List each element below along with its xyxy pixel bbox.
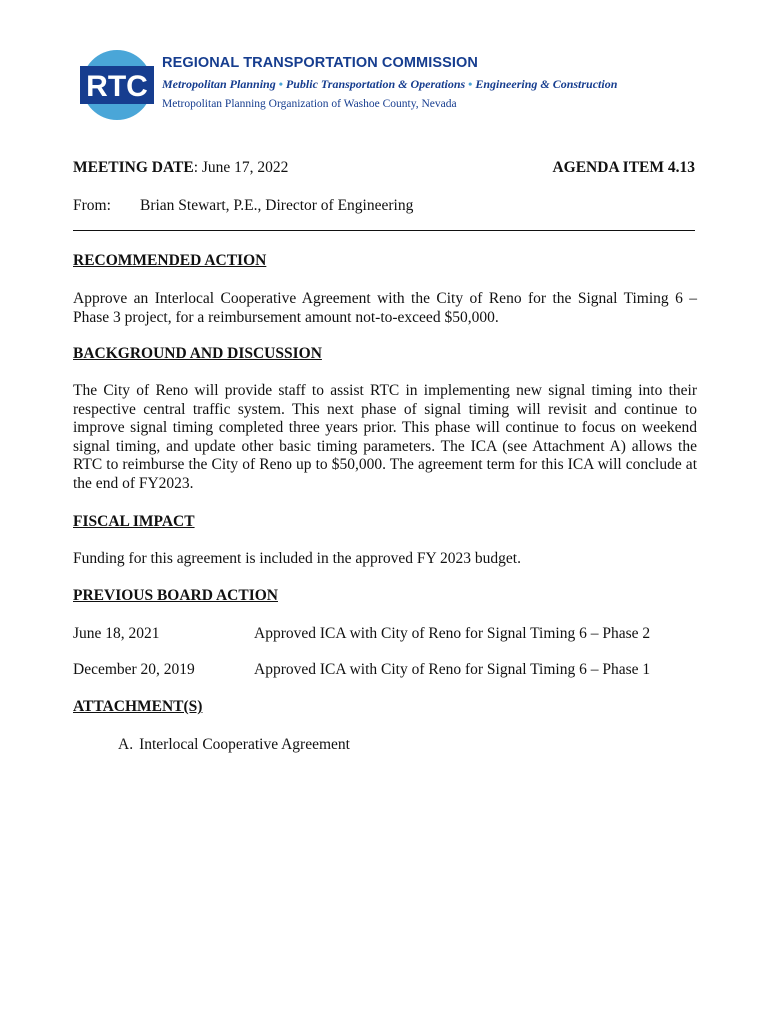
divider-bullet: •	[278, 77, 283, 91]
heading-recommended-action: RECOMMENDED ACTION	[73, 252, 267, 269]
heading-background: BACKGROUND AND DISCUSSION	[73, 345, 322, 362]
division-engineering: Engineering & Construction	[475, 77, 618, 91]
from-label: From:	[73, 197, 111, 214]
board-action-row	[73, 625, 651, 643]
recommended-action-body: Approve an Interlocal Cooperative Agreement with the City of Reno for the Signal Timing 6 – Phase 3 project, for a reimbursement amount not-to-exceed $50,000.	[73, 290, 697, 326]
attachment-label: Interlocal Cooperative Agreement	[139, 736, 350, 753]
board-action-description: Approved ICA with City of Reno for Signal Timing 6 – Phase 1	[254, 661, 651, 678]
division-transit: Public Transportation & Operations	[285, 77, 466, 91]
board-action-date: December 20, 2019	[73, 661, 195, 678]
divider-bullet: •	[468, 77, 473, 91]
rtc-logo	[78, 48, 156, 122]
heading-fiscal-impact: FISCAL IMPACT	[73, 513, 195, 530]
org-name: REGIONAL TRANSPORTATION COMMISSION	[162, 55, 478, 71]
from-row	[73, 197, 414, 215]
attachment-item	[118, 736, 350, 754]
fiscal-impact-body: Funding for this agreement is included in the approved FY 2023 budget.	[73, 550, 521, 567]
logo-text: RTC	[86, 70, 148, 103]
mpo-line: Metropolitan Planning Organization of Washoe County, Nevada	[162, 98, 457, 110]
meeting-date-value: : June 17, 2022	[193, 159, 289, 176]
agenda-item: AGENDA ITEM 4.13	[552, 159, 695, 176]
from-value: Brian Stewart, P.E., Director of Engineering	[140, 197, 414, 214]
meeting-info-row	[73, 159, 695, 177]
attachment-marker: A.	[118, 736, 134, 753]
board-action-date: June 18, 2021	[73, 625, 160, 642]
meeting-date-label: MEETING DATE	[73, 159, 194, 176]
board-action-row	[73, 661, 651, 679]
division-planning: Metropolitan Planning	[162, 77, 276, 91]
header-divider	[73, 230, 695, 231]
org-divisions	[162, 77, 617, 92]
board-action-description: Approved ICA with City of Reno for Signal Timing 6 – Phase 2	[254, 625, 651, 642]
heading-attachments: ATTACHMENT(S)	[73, 698, 203, 715]
heading-previous-board-action: PREVIOUS BOARD ACTION	[73, 587, 278, 604]
meeting-date	[73, 159, 288, 177]
background-body: The City of Reno will provide staff to assist RTC in implementing new signal timing into their respective central traffic system. This next phase of signal timing will revisit and continue to improve signal timing completed three years prior. This phase will continue to focus on weekend signal timing, and update other basic timing parameters. The ICA (see Attachment A) allows the RTC to reimburse the City of Reno up to $50,000. The agreement term for this ICA will conclude at the end of FY2023.	[73, 382, 697, 492]
